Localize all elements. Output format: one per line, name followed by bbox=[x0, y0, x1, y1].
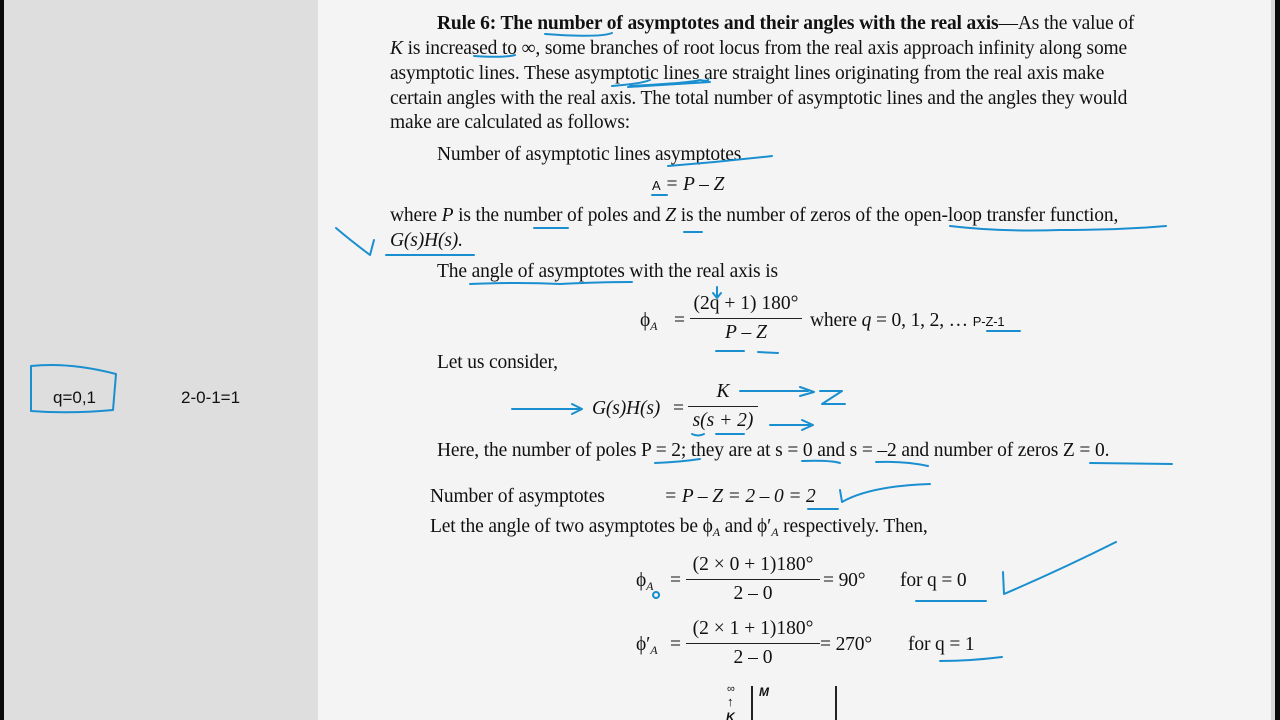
var-k: K bbox=[390, 38, 403, 59]
var-q: q bbox=[861, 310, 872, 331]
page-edge bbox=[1271, 0, 1275, 720]
var-p: P bbox=[441, 205, 454, 226]
subscript-a: A bbox=[771, 525, 779, 539]
subscript-a: A bbox=[712, 525, 720, 539]
calc2-condition: for q = 1 bbox=[908, 634, 975, 655]
para1-line2 bbox=[390, 37, 1127, 61]
phi-prime-symbol: ϕ′ bbox=[636, 634, 651, 655]
numerator: (2 × 1 + 1)180° bbox=[692, 618, 814, 639]
para1-text: is increased to bbox=[402, 38, 522, 59]
numerator: (2q + 1) 180° bbox=[693, 293, 799, 314]
para1-text: —As the value of bbox=[998, 13, 1135, 34]
subscript-a: A bbox=[646, 579, 654, 593]
subscript-a: A bbox=[650, 319, 658, 333]
num-asym-label: Number of asymptotes bbox=[430, 486, 605, 507]
para1-line4: certain angles with the real axis. The total number of asymptotic lines and the angles they would bbox=[390, 88, 1128, 109]
let-angle-line bbox=[430, 515, 928, 544]
calc2-fraction bbox=[686, 617, 820, 670]
denominator: P – Z bbox=[725, 322, 767, 343]
eq-lhs-a: A bbox=[652, 178, 661, 193]
equals-sign: = bbox=[670, 570, 681, 591]
numerator: K bbox=[716, 381, 730, 402]
figure-infinity: ∞ bbox=[727, 683, 735, 695]
phi-symbol: ϕ bbox=[636, 570, 647, 591]
figure-k: K bbox=[726, 710, 735, 720]
equals-sign: = bbox=[674, 310, 685, 331]
figure-arrow-up-icon: ↑ bbox=[727, 694, 734, 709]
num-asym-value: = P – Z = 2 – 0 = 2 bbox=[664, 486, 816, 507]
text: and bbox=[719, 516, 758, 537]
num-lines-label: Number of asymptotic lines asymptotes bbox=[437, 144, 742, 165]
figure-axis bbox=[751, 686, 753, 720]
phi-symbol: ϕ bbox=[640, 310, 651, 331]
calc2-result: = 270° bbox=[820, 634, 873, 655]
note-calculation: 2-0-1=1 bbox=[181, 388, 241, 407]
text: where bbox=[390, 205, 442, 226]
text: is the number of poles and bbox=[453, 205, 666, 226]
subscript-a: A bbox=[650, 643, 658, 657]
poles-line: Here, the number of poles P = 2; they are at s = 0 and s = –2 and number of zeros Z = 0. bbox=[437, 440, 1110, 461]
figure-m: M bbox=[759, 685, 769, 699]
where-line bbox=[390, 204, 1118, 228]
text: Let the angle of two asymptotes be bbox=[430, 516, 703, 537]
handwritten-note-pz1: P-Z-1 bbox=[972, 314, 1005, 329]
angle-lhs bbox=[640, 309, 657, 338]
rule-heading-line bbox=[437, 12, 1134, 36]
gh-lhs: G(s)H(s) bbox=[592, 398, 661, 419]
text: = 0, 1, 2, … bbox=[871, 310, 973, 331]
calc2-lhs bbox=[636, 633, 657, 662]
denominator: s(s + 2) bbox=[692, 410, 754, 431]
infinity-symbol: ∞, bbox=[521, 38, 541, 59]
calc1-fraction bbox=[686, 553, 820, 606]
angle-intro: The angle of asymptotes with the real axis is bbox=[437, 261, 778, 282]
numerator: (2 × 0 + 1)180° bbox=[692, 554, 814, 575]
equals-sign: = bbox=[670, 634, 681, 655]
eq-rhs: = P – Z bbox=[665, 174, 725, 195]
phi-symbol: ϕ bbox=[702, 516, 713, 537]
calc1-result: = 90° bbox=[823, 570, 866, 591]
gh-fraction bbox=[688, 380, 758, 433]
denominator: 2 – 0 bbox=[733, 647, 773, 668]
notes-panel bbox=[4, 0, 318, 720]
para1-line3: asymptotic lines. These asymptotic lines are straight lines originating from the real axis make bbox=[390, 63, 1105, 84]
angle-fraction bbox=[690, 292, 802, 345]
note-q-values: q=0,1 bbox=[53, 388, 97, 407]
var-z: Z bbox=[665, 205, 676, 226]
text: respectively. Then, bbox=[778, 516, 928, 537]
phi-prime-symbol: ϕ′ bbox=[757, 516, 772, 537]
para1-line5: make are calculated as follows: bbox=[390, 112, 631, 133]
figure-line bbox=[835, 686, 837, 720]
equals-sign: = bbox=[673, 398, 684, 419]
text: is the number of zeros of the open-loop transfer function, bbox=[675, 205, 1119, 226]
where-q-range bbox=[810, 309, 1005, 334]
num-asymptotes-equation bbox=[652, 173, 724, 198]
text: where bbox=[810, 310, 862, 331]
consider-label: Let us consider, bbox=[437, 352, 558, 373]
rule-heading: Rule 6: The number of asymptotes and their angles with the real axis bbox=[437, 13, 999, 34]
denominator: 2 – 0 bbox=[733, 583, 773, 604]
transfer-function-label: G(s)H(s). bbox=[390, 230, 463, 251]
para1-text: some branches of root locus from the real axis approach infinity along some bbox=[540, 38, 1128, 59]
calc1-lhs bbox=[636, 569, 653, 598]
calc1-condition: for q = 0 bbox=[900, 570, 967, 591]
